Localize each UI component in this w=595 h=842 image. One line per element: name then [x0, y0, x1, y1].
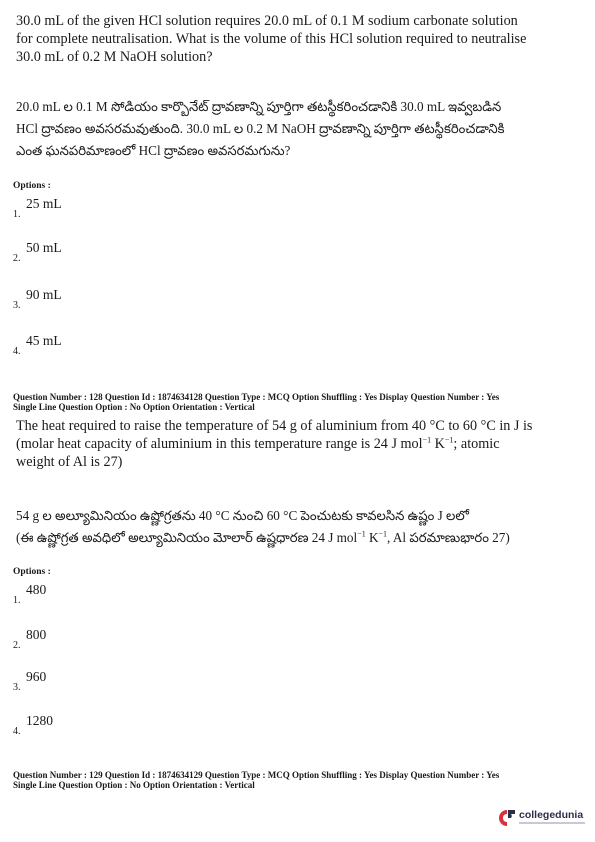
q2-sup-mol: −1	[422, 435, 432, 445]
q2-option-4-number: 4.	[13, 726, 21, 737]
q2-option-2-number: 2.	[13, 640, 21, 651]
q2-option-2-value[interactable]: 800	[26, 627, 47, 642]
q2-option-3-value[interactable]: 960	[26, 669, 47, 684]
q1-telugu-line-3: ఎంత ఘనపరిమాణంలో HCl ద్రావణం అవసరమగును?	[16, 143, 291, 158]
q2-meta-line-1: Question Number : 128 Question Id : 1874634128 Question Type : MCQ Option Shuffling : Yes Display Question Number : Yes	[13, 392, 500, 402]
q1-line-1: 30.0 mL of the given HCl solution requires 20.0 mL of 0.1 M sodium carbonate solution	[16, 13, 518, 29]
q3-meta-line-1: Question Number : 129 Question Id : 1874634129 Question Type : MCQ Option Shuffling : Yes Display Question Number : Yes	[13, 770, 500, 780]
collegedunia-logo	[498, 806, 588, 834]
q2-option-3-number: 3.	[13, 682, 21, 693]
q2-telugu-sup-mol: −1	[357, 529, 366, 539]
q2-option-4-value[interactable]: 1280	[26, 713, 53, 728]
q1-option-3-value[interactable]: 90 mL	[26, 287, 62, 302]
q1-english-text	[16, 12, 582, 66]
q1-option-4-number: 4.	[13, 346, 21, 357]
q2-telugu-text	[16, 505, 582, 549]
q2-line-2-part-c: ; atomic	[453, 436, 500, 452]
q2-line-2	[16, 435, 582, 453]
collegedunia-logo-text: collegedunia	[519, 809, 584, 821]
q3-meta	[13, 770, 585, 790]
q1-line-3: 30.0 mL of 0.2 M NaOH solution?	[16, 49, 213, 65]
q2-telugu-line-2-part-b: K	[365, 530, 379, 545]
q2-line-2-part-b: K	[431, 436, 445, 452]
q1-option-2-value[interactable]: 50 mL	[26, 240, 62, 255]
q1-line-2: for complete neutralisation. What is the volume of this HCl solution required to neutralise	[16, 31, 527, 47]
q2-telugu-line-2	[16, 527, 582, 549]
q2-meta	[13, 392, 585, 412]
q1-option-1-number: 1.	[13, 209, 21, 220]
q1-telugu-line-2: HCl ద్రావణం అవసరమవుతుంది. 30.0 mL ల 0.2 M NaOH ద్రావణాన్ని పూర్తిగా తటస్థీకరించడానికి	[16, 121, 505, 136]
q2-telugu-line-2-part-c: , Al పరమాణుభారం 27)	[387, 530, 510, 545]
q1-telugu-line-1: 20.0 mL ల 0.1 M సోడియం కార్బొనేట్ ద్రావణాన్ని పూర్తిగా తటస్థీకరించడానికి 30.0 mL ఇవ్వబడిన	[16, 99, 502, 114]
q2-option-1-value[interactable]: 480	[26, 582, 47, 597]
q2-meta-line-2: Single Line Question Option : No Option Orientation : Vertical	[13, 402, 255, 412]
collegedunia-logo-tagline	[519, 822, 585, 824]
q1-telugu-text	[16, 96, 582, 162]
q1-options-label: Options :	[13, 181, 51, 191]
q2-line-3: weight of Al is 27)	[16, 454, 123, 470]
q2-telugu-line-1: 54 g ల అల్యూమినియం ఉష్ణోగ్రతను 40 °C నుంచి 60 °C పెంచుటకు కావలసిన ఉష్ణం J లలో	[16, 508, 469, 523]
q1-option-2-number: 2.	[13, 253, 21, 264]
q2-telugu-line-2-part-a: (ఈ ఉష్ణోగ్రత అవధిలో అల్యూమినియం మోలార్ ఉష్ణధారణ 24 J mol	[16, 530, 358, 545]
q2-telugu-sup-k: −1	[378, 529, 388, 539]
q1-option-4-value[interactable]: 45 mL	[26, 333, 62, 348]
q2-line-2-part-a: (molar heat capacity of aluminium in this temperature range is 24 J mol	[16, 436, 423, 452]
q1-option-3-number: 3.	[13, 300, 21, 311]
q1-option-1-value[interactable]: 25 mL	[26, 196, 62, 211]
q2-english-text	[16, 417, 582, 471]
q3-meta-line-2: Single Line Question Option : No Option Orientation : Vertical	[13, 780, 255, 790]
q2-options-label: Options :	[13, 567, 51, 577]
collegedunia-logo-icon	[498, 809, 516, 827]
q2-line-1: The heat required to raise the temperature of 54 g of aluminium from 40 °C to 60 °C in J is	[16, 418, 533, 434]
q2-option-1-number: 1.	[13, 595, 21, 606]
q2-sup-k: −1	[444, 435, 454, 445]
